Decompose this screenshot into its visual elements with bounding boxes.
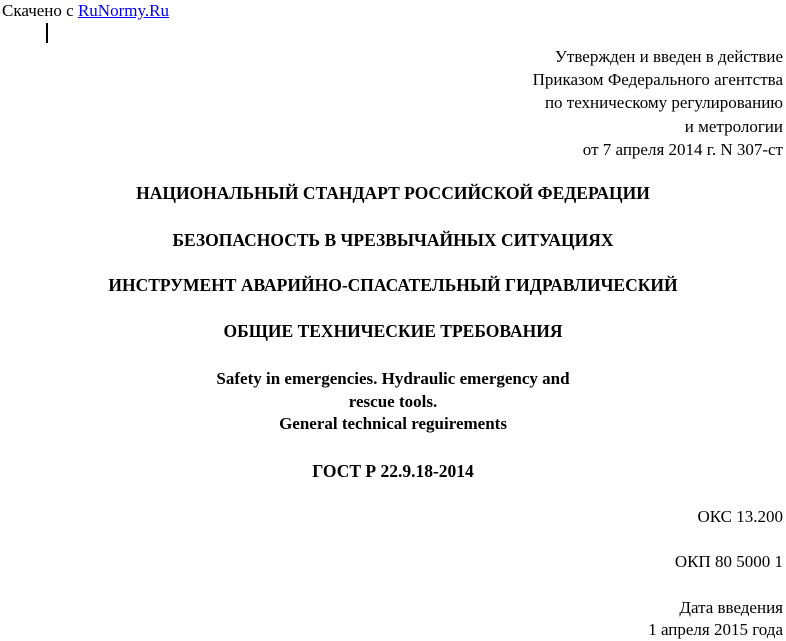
oks-code: ОКС 13.200 bbox=[697, 507, 783, 526]
source-line bbox=[2, 1, 169, 21]
english-title bbox=[0, 368, 786, 436]
introduction-label: Дата введения bbox=[679, 598, 783, 617]
approval-line: Утвержден и введен в действие bbox=[554, 47, 783, 66]
subject-heading: БЕЗОПАСНОСТЬ В ЧРЕЗВЫЧАЙНЫХ СИТУАЦИЯХ bbox=[172, 230, 614, 250]
approval-line: и метрологии bbox=[684, 116, 783, 136]
text-cursor bbox=[46, 23, 48, 43]
okp-code: ОКП 80 5000 1 bbox=[674, 552, 783, 571]
standard-type-heading: НАЦИОНАЛЬНЫЙ СТАНДАРТ РОССИЙСКОЙ ФЕДЕРАЦИИ bbox=[136, 183, 650, 203]
approval-line: по техническому регулированию bbox=[544, 93, 783, 113]
document-subtitle: ОБЩИЕ ТЕХНИЧЕСКИЕ ТРЕБОВАНИЯ bbox=[223, 321, 563, 341]
gost-number: ГОСТ Р 22.9.18-2014 bbox=[312, 461, 474, 481]
approval-line: Приказом Федерального агентства bbox=[532, 70, 783, 90]
runormy-link[interactable]: RuNormy.Ru bbox=[77, 1, 169, 20]
english-title-line: rescue tools. bbox=[348, 391, 438, 411]
document-title: ИНСТРУМЕНТ АВАРИЙНО-СПАСАТЕЛЬНЫЙ ГИДРАВЛИЧЕСКИЙ bbox=[108, 275, 678, 295]
approval-line: от 7 апреля 2014 г. N 307-ст bbox=[582, 139, 783, 159]
approval-block bbox=[533, 45, 783, 161]
introduction-date: 1 апреля 2015 года bbox=[648, 620, 783, 639]
introduction-date-block bbox=[648, 597, 783, 641]
english-title-line: General technical reguirements bbox=[279, 414, 507, 433]
english-title-line: Safety in emergencies. Hydraulic emergency and bbox=[216, 369, 570, 388]
source-prefix: Скачено с bbox=[2, 1, 78, 20]
